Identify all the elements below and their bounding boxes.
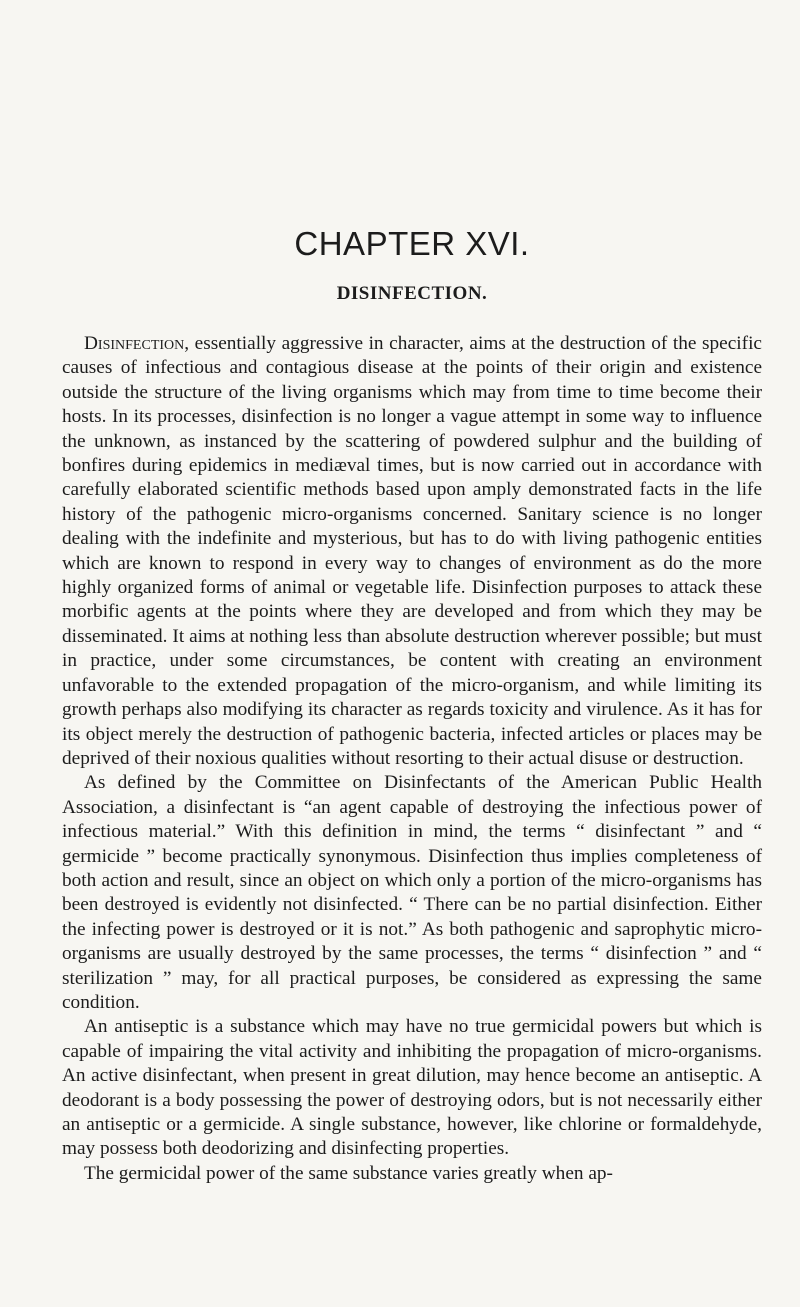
- book-page: [62, 224, 762, 1186]
- paragraph-2: [62, 771, 762, 1015]
- paragraph-text: As defined by the Committee on Disinfectants of the American Public Health Association, a disinfectant is “an agent capable of destroying the infectious power of infectious material.” With this definition in mind, the terms “ disinfectant ” and “ germicide ” become practically synonymous. Disinfection thus implies completeness of both action and result, since an object on which only a portion of the micro-organisms has been destroyed is evidently not disinfected. “ There can be no partial disinfection. Either the infecting power is destroyed or it is not.” As both pathogenic and saprophytic micro-organisms are usually destroyed by the same processes, the terms “ disinfection ” and “ sterilization ” may, for all practical purposes, be considered as expressing the same condition.: [62, 772, 762, 1013]
- paragraph-text: essentially aggressive in character, aims at the destruction of the specific causes of infectious and contagious disease at the points of their origin and existence outside the structure of the living organisms which may from time to time become their hosts. In its processes, disinfection is no longer a vague attempt in some way to influence the unknown, as instanced by the scattering of powdered sulphur and the building of bonfires during epidemics in mediæval times, but is now carried out in accordance with carefully elaborated scientific methods based upon amply demonstrated facts in the life history of the pathogenic micro-organisms concerned. Sanitary science is no longer dealing with the indefinite and mysterious, but has to do with living pathogenic entities which are known to respond in every way to changes of environment as do the more highly organized forms of animal or vegetable life. Disinfection purposes to attack these morbific agents at the points where they are developed and from which they may be disseminated. It aims at nothing less than absolute destruction wherever possible; but must in practice, under some circumstances, be content with creating an environment unfavorable to the extended propagation of the micro-organism, and while limiting its growth perhaps also modifying its character as regards toxicity and virulence. As it has for its object merely the destruction of pathogenic bacteria, infected articles or places may be deprived of their noxious qualities without resorting to their actual disuse or destruction.: [62, 333, 762, 769]
- paragraph-4: [62, 1162, 762, 1186]
- paragraph-text: An antiseptic is a substance which may have no true germicidal powers but which is capable of impairing the vital activity and inhibiting the propagation of micro-organisms. An active disinfectant, when present in great dilution, may hence become an antiseptic. A deodorant is a body possessing the power of destroying odors, but is not necessarily either an antiseptic or a germicide. A single substance, however, like chlorine or formaldehyde, may possess both deodorizing and disinfecting properties.: [62, 1016, 762, 1160]
- chapter-title: CHAPTER XVI.: [294, 225, 530, 262]
- paragraph-text: The germicidal power of the same substance varies greatly when ap-: [84, 1162, 613, 1184]
- paragraph-1: [62, 332, 762, 771]
- paragraph-3: [62, 1015, 762, 1161]
- section-title: DISINFECTION.: [336, 283, 488, 304]
- paragraph-lead-word: Disinfection,: [84, 333, 190, 354]
- chapter-body: [62, 332, 762, 1186]
